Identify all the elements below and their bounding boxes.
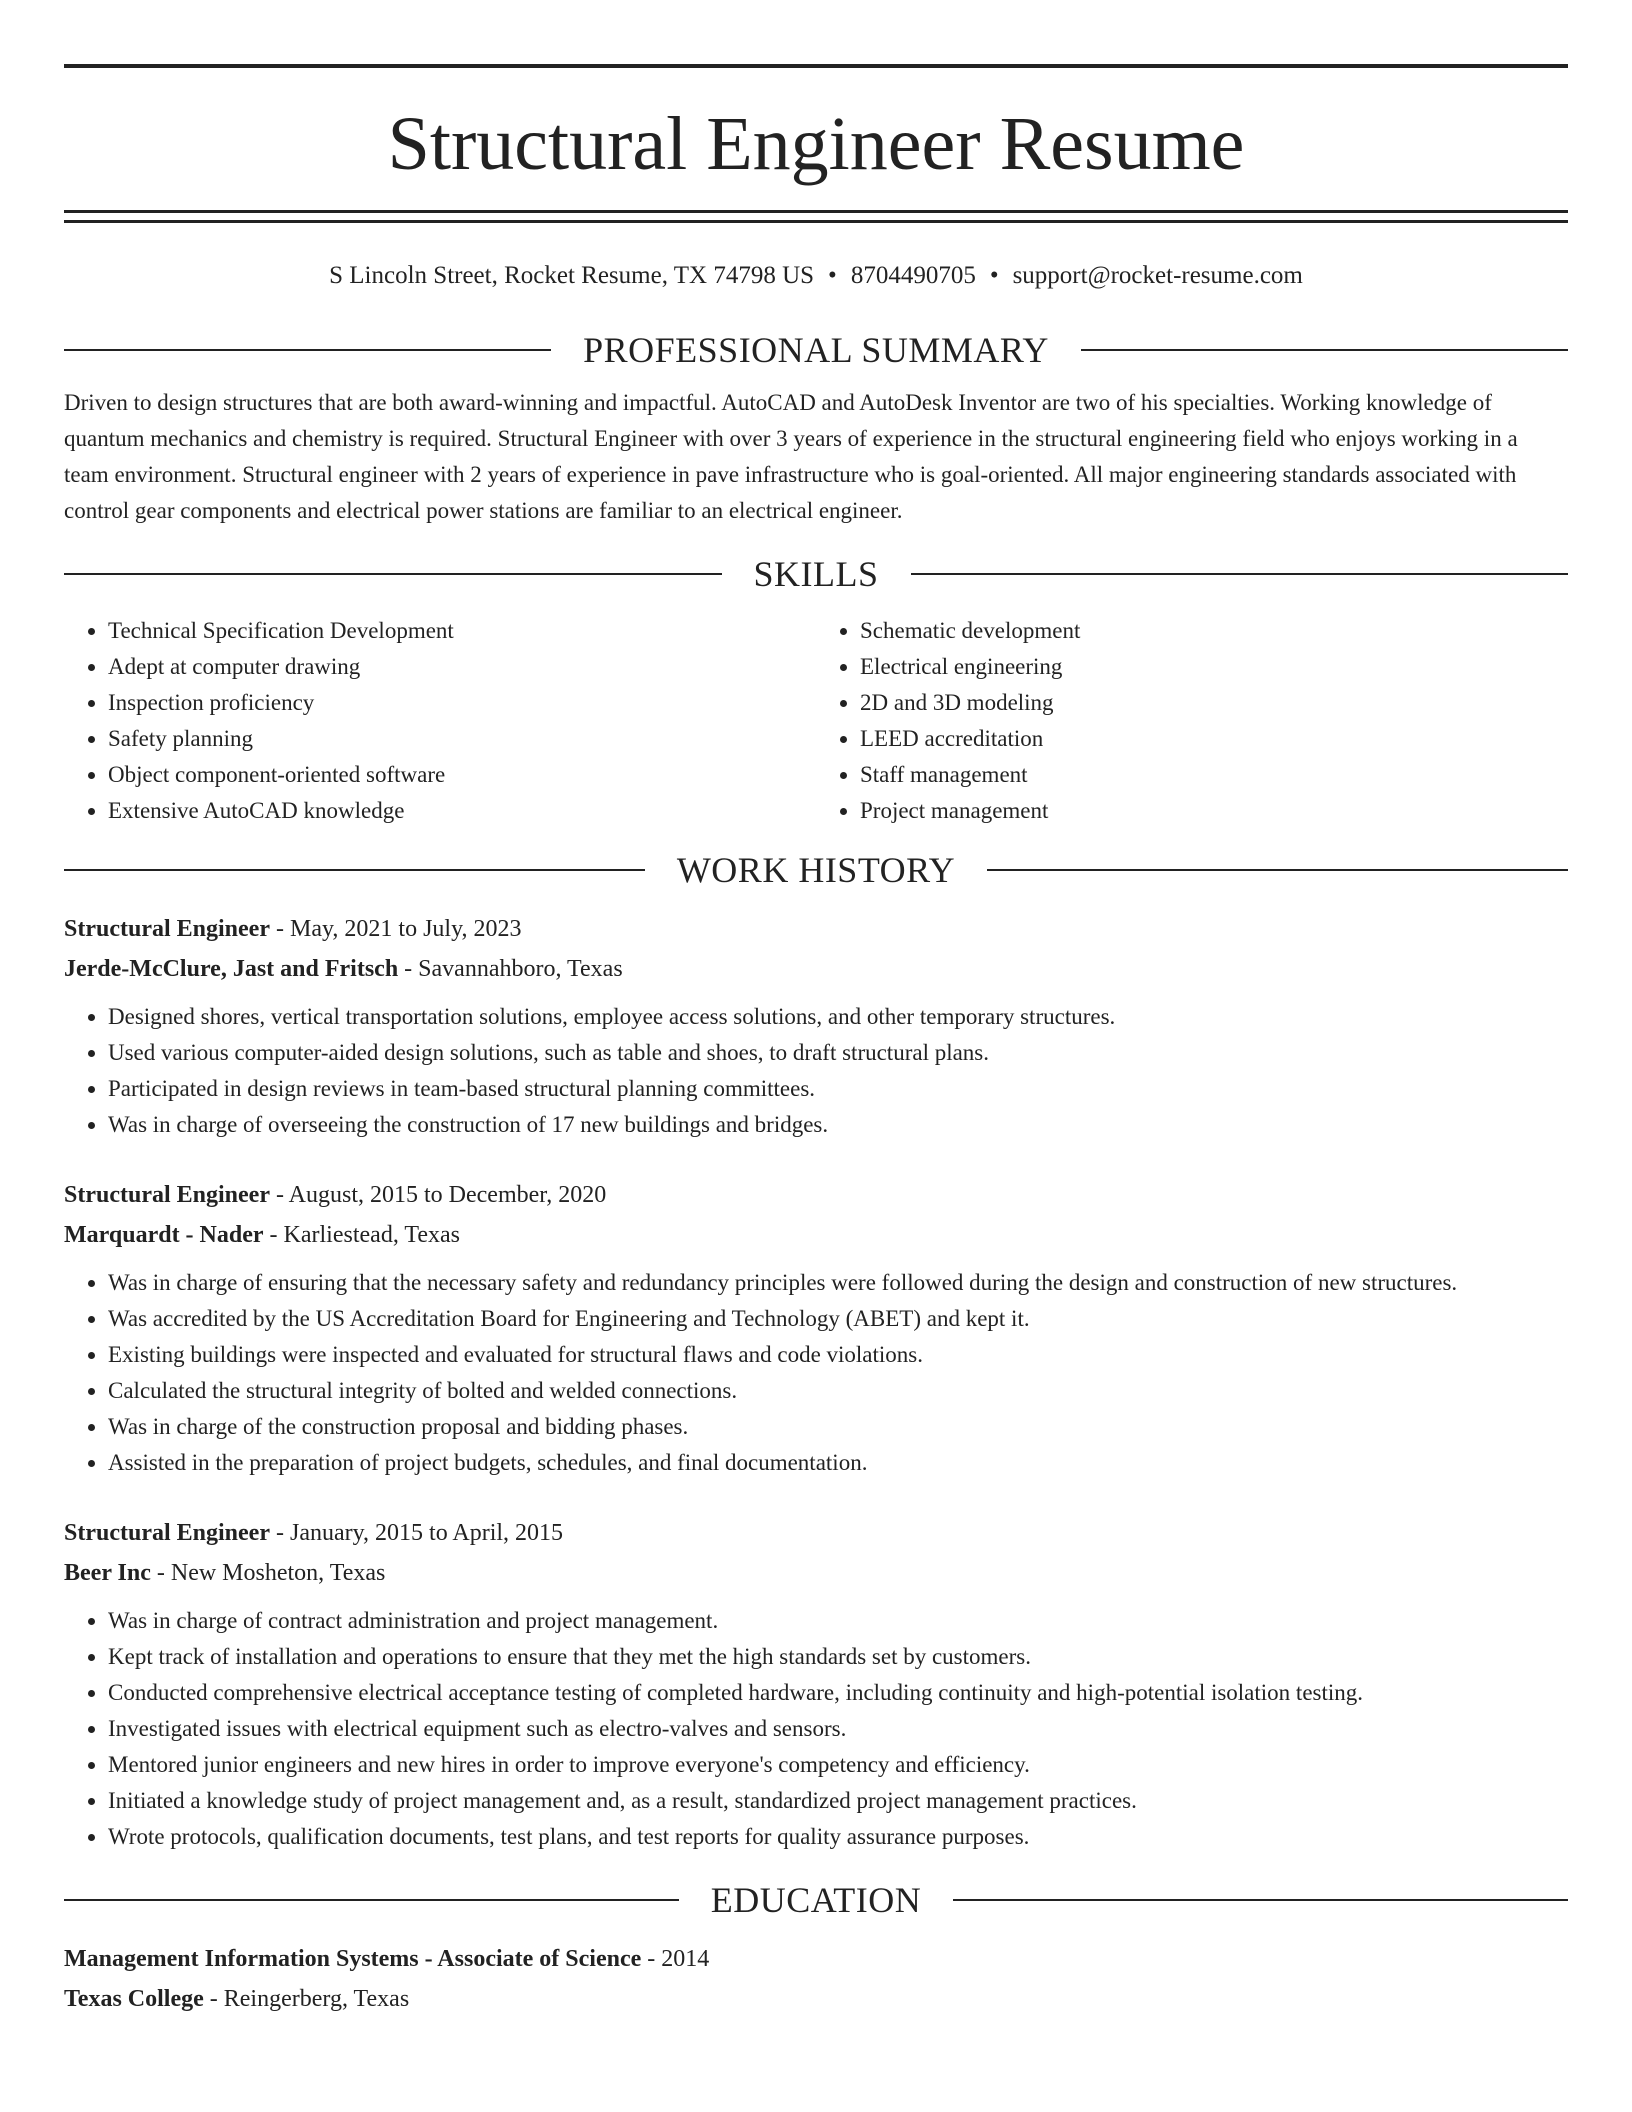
education-degree-line (64, 1939, 1568, 1979)
list-item: • Safety planning (108, 721, 816, 757)
list-item: • Assisted in the preparation of project budgets, schedules, and final documentation. (108, 1445, 1568, 1481)
top-rule (64, 64, 1568, 68)
section-title: PROFESSIONAL SUMMARY (583, 330, 1049, 370)
contact-separator: • (989, 262, 999, 289)
section-rule (1081, 349, 1568, 351)
job-location: - New Mosheton, Texas (150, 1560, 386, 1586)
education-entry (64, 1939, 1568, 2019)
section-header-education (64, 1875, 1568, 1925)
section-title: SKILLS (753, 554, 879, 594)
section-rule (64, 1899, 679, 1901)
contact-phone: 8704490705 (850, 262, 976, 289)
job-company: Beer Inc (64, 1560, 151, 1586)
resume-content (64, 64, 1568, 2019)
contact-email: support@rocket-resume.com (1012, 262, 1303, 289)
job-title-line (64, 1175, 1568, 1215)
job-dates: - August, 2015 to December, 2020 (269, 1182, 607, 1208)
list-item: • Mentored junior engineers and new hires in order to improve everyone's competency and efficiency. (108, 1747, 1568, 1783)
contact-address: S Lincoln Street, Rocket Resume, TX 74798 US (329, 262, 815, 289)
list-item: • LEED accreditation (860, 721, 1568, 757)
education-degree: Management Information Systems - Associate of Science (64, 1946, 642, 1972)
section-header-skills (64, 549, 1568, 599)
job-title: Structural Engineer (64, 1520, 270, 1546)
section-rule (64, 573, 722, 575)
job-company-line (64, 1215, 1568, 1255)
job-bullets (64, 1603, 1568, 1855)
education-location: - Reingerberg, Texas (203, 1986, 410, 2012)
job-entry (64, 1175, 1568, 1481)
list-item: • Technical Specification Development (108, 613, 816, 649)
list-item: • Investigated issues with electrical equipment such as electro-valves and sensors. (108, 1711, 1568, 1747)
job-title-line (64, 1513, 1568, 1553)
job-title-line (64, 909, 1568, 949)
list-item: • Was in charge of the construction proposal and bidding phases. (108, 1409, 1568, 1445)
list-item: • Kept track of installation and operations to ensure that they met the high standards set by customers. (108, 1639, 1568, 1675)
job-company: Marquardt - Nader (64, 1222, 264, 1248)
list-item: • Used various computer-aided design solutions, such as table and shoes, to draft structural plans. (108, 1035, 1568, 1071)
list-item: • Extensive AutoCAD knowledge (108, 793, 816, 829)
job-company-line (64, 1553, 1568, 1593)
page-title: Structural Engineer Resume (387, 102, 1245, 186)
job-bullets (64, 1265, 1568, 1481)
list-item: • Participated in design reviews in team-based structural planning committees. (108, 1071, 1568, 1107)
list-item: • Was in charge of ensuring that the necessary safety and redundancy principles were followed during the design and construction of new structures. (108, 1265, 1568, 1301)
list-item: • Wrote protocols, qualification documents, test plans, and test reports for quality assurance purposes. (108, 1819, 1568, 1855)
job-dates: - May, 2021 to July, 2023 (269, 916, 522, 942)
section-title: WORK HISTORY (676, 850, 956, 890)
contact-line (64, 261, 1568, 291)
job-company: Jerde-McClure, Jast and Fritsch (64, 956, 399, 982)
job-company-line (64, 949, 1568, 989)
summary-text: Driven to design structures that are both award-winning and impactful. AutoCAD and AutoDesk Inventor are two of his specialties. Working knowledge of quantum mechanics and chemistry is required. Structural Engineer with over 3 years of experience in the structural engineering field who enjoys working in a team environment. Structural engineer with 2 years of experience in pave infrastructure who is goal-oriented. All major engineering standards associated with control gear components and electrical power stations are familiar to an electrical engineer. (64, 390, 1518, 523)
skills-column-right (816, 613, 1568, 829)
job-location: - Karliestead, Texas (263, 1222, 461, 1248)
section-rule (911, 573, 1569, 575)
list-item: • Initiated a knowledge study of project management and, as a result, standardized project management practices. (108, 1783, 1568, 1819)
job-entry (64, 1513, 1568, 1855)
education-year: - 2014 (641, 1946, 710, 1972)
job-title: Structural Engineer (64, 916, 270, 942)
list-item: • Was in charge of contract administration and project management. (108, 1603, 1568, 1639)
section-rule (987, 869, 1568, 871)
list-item: • Conducted comprehensive electrical acceptance testing of completed hardware, including continuity and high-potential isolation testing. (108, 1675, 1568, 1711)
section-header-summary (64, 325, 1568, 375)
contact-separator: • (828, 262, 837, 289)
list-item: • Electrical engineering (860, 649, 1568, 685)
list-item: • Designed shores, vertical transportation solutions, employee access solutions, and other temporary structures. (108, 999, 1568, 1035)
job-location: - Savannahboro, Texas (398, 956, 623, 982)
title-rule (64, 210, 1568, 213)
list-item: • Calculated the structural integrity of bolted and welded connections. (108, 1373, 1568, 1409)
section-rule (953, 1899, 1568, 1901)
job-entry (64, 909, 1568, 1143)
list-item: • Object component-oriented software (108, 757, 816, 793)
job-title: Structural Engineer (64, 1182, 270, 1208)
education-school-line (64, 1979, 1568, 2019)
title-rule-second (64, 220, 1568, 223)
list-item: • Schematic development (860, 613, 1568, 649)
job-bullets (64, 999, 1568, 1143)
skills-column-left (64, 613, 816, 829)
section-header-work (64, 845, 1568, 895)
list-item: • Project management (860, 793, 1568, 829)
section-rule (64, 349, 551, 351)
education-school: Texas College (64, 1986, 204, 2012)
section-rule (64, 869, 645, 871)
list-item: • Inspection proficiency (108, 685, 816, 721)
skills-list (64, 613, 1568, 829)
list-item: • Existing buildings were inspected and evaluated for structural flaws and code violations. (108, 1337, 1568, 1373)
list-item: • 2D and 3D modeling (860, 685, 1568, 721)
list-item: • Staff management (860, 757, 1568, 793)
list-item: • Was accredited by the US Accreditation Board for Engineering and Technology (ABET) and kept it. (108, 1301, 1568, 1337)
job-dates: - January, 2015 to April, 2015 (269, 1520, 564, 1546)
list-item: • Was in charge of overseeing the construction of 17 new buildings and bridges. (108, 1107, 1568, 1143)
list-item: • Adept at computer drawing (108, 649, 816, 685)
section-title: EDUCATION (710, 1880, 922, 1920)
